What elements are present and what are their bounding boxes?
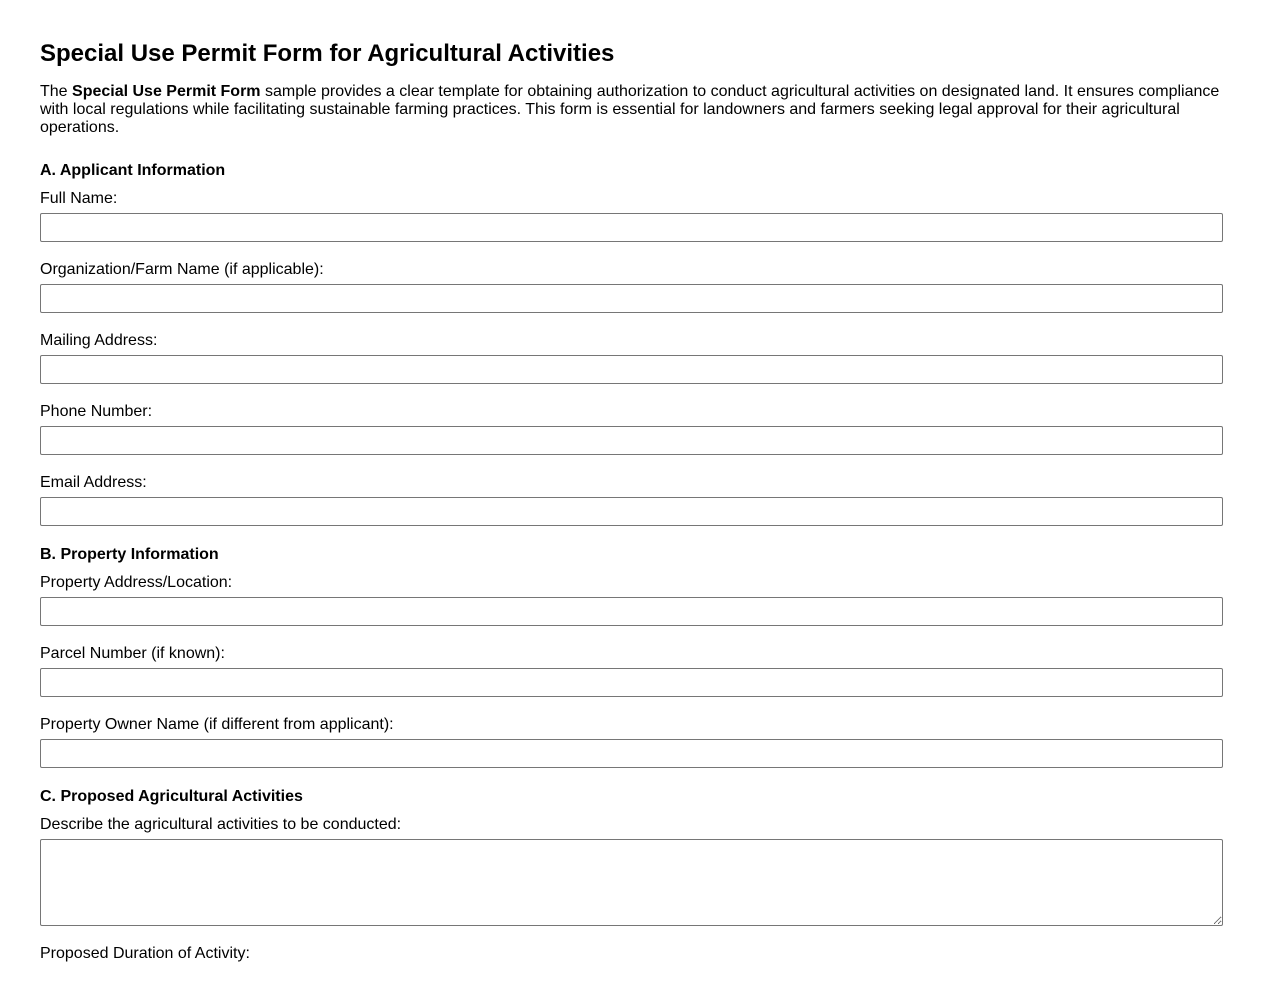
section-proposed-activities	[40, 787, 1223, 963]
mailing-address-input[interactable]	[40, 355, 1223, 384]
organization-input[interactable]	[40, 284, 1223, 313]
section-heading: B. Property Information	[40, 546, 219, 563]
activities-description-label: Describe the agricultural activities to be conducted:	[40, 816, 402, 833]
intro-prefix: The	[40, 83, 73, 100]
property-address-label: Property Address/Location:	[40, 574, 233, 591]
section-heading: A. Applicant Information	[40, 162, 226, 179]
proposed-duration-label: Proposed Duration of Activity:	[40, 945, 250, 962]
phone-number-label: Phone Number:	[40, 403, 153, 420]
phone-number-input[interactable]	[40, 426, 1223, 455]
section-property-information	[40, 545, 1223, 768]
parcel-number-input[interactable]	[40, 668, 1223, 697]
activities-description-textarea[interactable]	[40, 839, 1223, 926]
property-owner-input[interactable]	[40, 739, 1223, 768]
property-address-input[interactable]	[40, 597, 1223, 626]
full-name-label: Full Name:	[40, 190, 118, 207]
intro-bold: Special Use Permit Form	[72, 83, 261, 100]
section-heading: C. Proposed Agricultural Activities	[40, 788, 303, 805]
intro-text: sample provides a clear template for obtaining authorization to conduct agricultural activities on designated land. It ensures compliance with local regulations while facilitating sustainable farming practices. This form is essential for landowners and farmers seeking legal approval for their agricultural operations.	[40, 83, 1220, 136]
organization-label: Organization/Farm Name (if applicable):	[40, 261, 324, 278]
mailing-address-label: Mailing Address:	[40, 332, 158, 349]
property-owner-label: Property Owner Name (if different from applicant):	[40, 716, 394, 733]
page-title: Special Use Permit Form for Agricultural Activities	[40, 40, 615, 67]
full-name-input[interactable]	[40, 213, 1223, 242]
section-applicant-information	[40, 161, 1223, 526]
parcel-number-label: Parcel Number (if known):	[40, 645, 225, 662]
email-address-label: Email Address:	[40, 474, 147, 491]
email-address-input[interactable]	[40, 497, 1223, 526]
intro-paragraph	[40, 83, 1223, 137]
